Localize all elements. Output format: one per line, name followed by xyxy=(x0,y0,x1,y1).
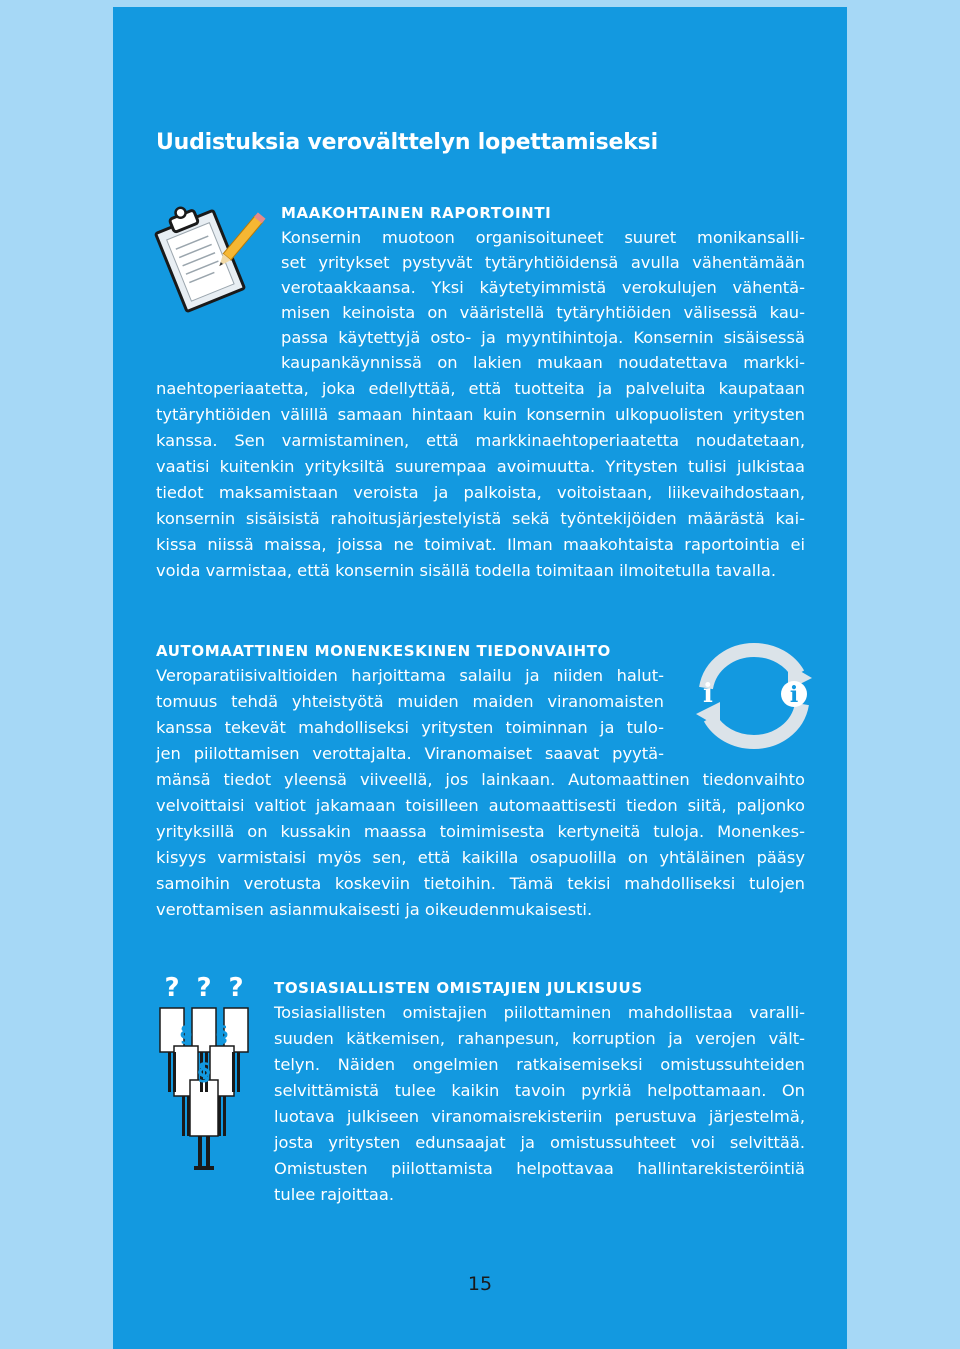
page-title: Uudistuksia verovälttelyn lopettamiseksi xyxy=(156,130,658,155)
section-paragraph-line: kanssa tekevät mahdolliseksi yritysten toiminnan ja tulo- xyxy=(156,718,664,737)
section-paragraph-line: suuden kätkemisen, rahanpesun, korruption ja verojen vält- xyxy=(274,1029,805,1048)
section-paragraph-line: set yritykset pystyvät tytäryhtiöidensä avulla vähentämään xyxy=(281,253,805,272)
section-paragraph-line: passa käytettyjä osto- ja myyntihintoja. Konsernin sisäisessä xyxy=(281,328,805,347)
section-paragraph-line: Omistusten piilottamista helpottavaa hallintarekisteröintiä xyxy=(274,1159,805,1178)
section-paragraph-line: samoihin verotusta koskeviin tietoihin. Tämä tekisi mahdolliseksi tulojen xyxy=(156,874,805,893)
question-mark-icon: ? xyxy=(228,973,244,1003)
info-icon: i xyxy=(703,679,713,709)
section-paragraph-line: velvoittaisi valtiot jakamaan toisilleen automaattisesti tiedon siitä, paljonko xyxy=(156,796,805,815)
question-mark-icon: ? xyxy=(196,973,212,1003)
section-paragraph-line: kanssa. Sen varmistaminen, että markkinaehtoperiaatetta noudatetaan, xyxy=(156,431,805,450)
section-paragraph-line: konsernin sisäisistä rahoitusjärjestelyistä sekä työntekijöiden määrästä kai- xyxy=(156,509,805,528)
section-heading: TOSIASIALLISTEN OMISTAJIEN JULKISUUS xyxy=(274,979,643,997)
page-number: 15 xyxy=(467,1273,493,1295)
section-heading: MAAKOHTAINEN RAPORTOINTI xyxy=(281,204,552,222)
section-paragraph-line: verotaakkaansa. Yksi käytetyimmistä verokulujen vähentä- xyxy=(281,278,805,297)
section-paragraph-line: Konsernin muotoon organisoituneet suuret monikansalli- xyxy=(281,228,805,247)
section-heading: AUTOMAATTINEN MONENKESKINEN TIEDONVAIHTO xyxy=(156,642,611,660)
section-paragraph-line: vaatisi kuitenkin yrityksiltä suurempaa avoimuutta. Yritysten tulisi julkistaa xyxy=(156,457,805,476)
info-circle-icon: i xyxy=(789,682,799,708)
hidden-owners-icon xyxy=(150,972,260,1172)
section-paragraph-line: yrityksillä on kussakin maassa toimimisesta kertyneitä tuloja. Monenkes- xyxy=(156,822,805,841)
section-paragraph-line: tulee rajoittaa. xyxy=(274,1185,395,1204)
section-paragraph-line: mänsä tiedot yleensä viiveellä, jos lainkaan. Automaattinen tiedonvaihto xyxy=(156,770,805,789)
section-paragraph-line: verottamisen asianmukaisesti ja oikeudenmukaisesti. xyxy=(156,900,593,919)
section-paragraph-line: voida varmistaa, että konsernin sisällä todella toimitaan ilmoitetulla tavalla. xyxy=(156,561,776,580)
section-paragraph-line: naehtoperiaatetta, joka edellyttää, että tuotteita ja palveluita kaupataan xyxy=(156,379,805,398)
section-paragraph-line: tytäryhtiöiden välillä samaan hintaan kuin konsernin ulkopuolisten yritysten xyxy=(156,405,805,424)
section-paragraph-line: kissa niissä maissa, joissa ne toimivat. Ilman maakohtaista raportointia ei xyxy=(156,535,805,554)
section-paragraph-line: josta yritysten edunsaajat ja omistussuhteet voi selvittää. xyxy=(274,1133,805,1152)
section-sign-icon: § xyxy=(180,1023,192,1048)
section-paragraph-line: selvittämistä tulee kaikin tavoin pyrkiä helpottamaan. On xyxy=(274,1081,805,1100)
section-paragraph-line: tomuus tehdä yhteistyötä muiden maiden viranomaisten xyxy=(156,692,664,711)
section-paragraph-line: misen keinoista on vääristellä tytäryhtiöiden välisessä kau- xyxy=(281,303,805,322)
section-sign-icon: § xyxy=(198,1058,210,1086)
section-paragraph-line: Veroparatiisivaltioiden harjoittama salailu ja niiden halut- xyxy=(156,666,664,685)
section-paragraph-line: Tosiasiallisten omistajien piilottaminen mahdollistaa varalli- xyxy=(274,1003,805,1022)
section-paragraph-line: telyn. Näiden ongelmien ratkaisemiseksi omistussuhteiden xyxy=(274,1055,805,1074)
section-paragraph-line: luotava julkiseen viranomaisrekisteriin perustuva järjestelmä, xyxy=(274,1107,805,1126)
section-paragraph-line: kisyys varmistaisi myös sen, että kaikilla osapuolilla on yhtäläinen pääsy xyxy=(156,848,805,867)
clipboard-pencil-icon xyxy=(148,198,268,318)
section-paragraph-line: tiedot maksamistaan veroista ja palkoista, voitoistaan, liikevaihdostaan, xyxy=(156,483,805,502)
question-mark-icon: ? xyxy=(164,973,180,1003)
section-sign-icon: § xyxy=(216,1023,228,1048)
section-paragraph-line: jen piilottamisen verottajalta. Viranomaiset saavat pyytä- xyxy=(156,744,664,763)
info-exchange-icon xyxy=(684,636,824,756)
section-paragraph-line: kaupankäynnissä on lakien mukaan noudatettava markki- xyxy=(281,353,805,372)
